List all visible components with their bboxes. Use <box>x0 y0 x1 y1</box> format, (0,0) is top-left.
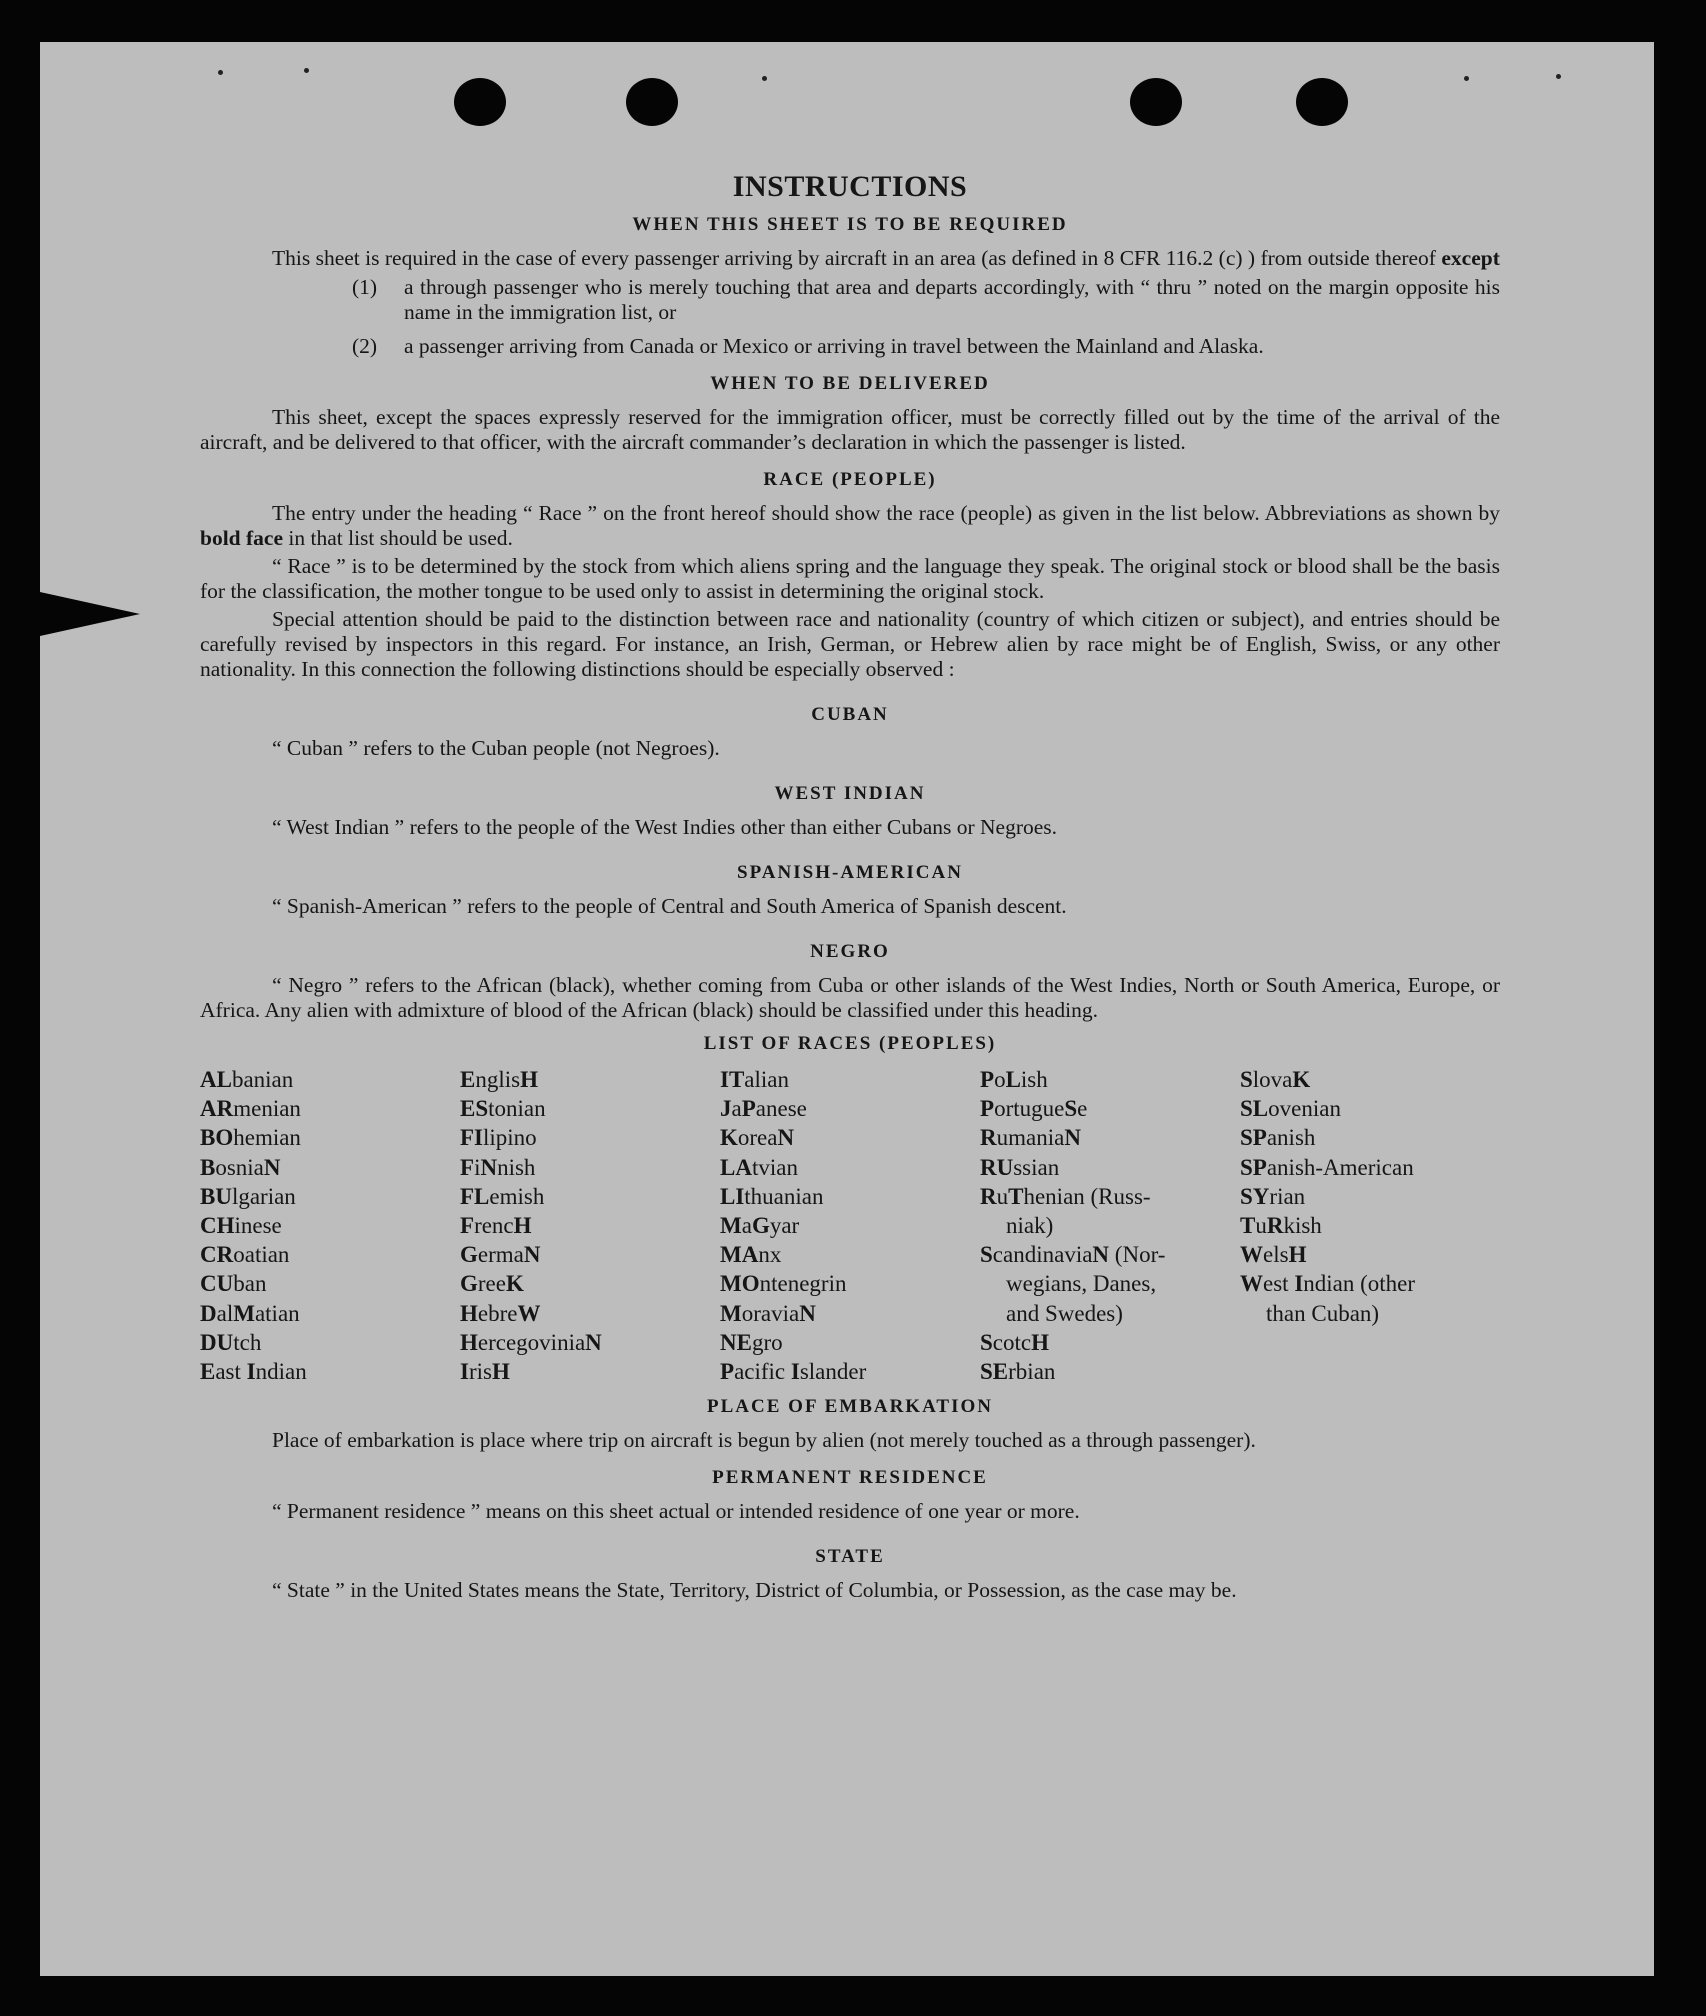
race-entry <box>460 1094 720 1123</box>
race-name-text: nish <box>497 1154 536 1180</box>
race-entry <box>980 1357 1240 1386</box>
race-name-text: than Cuban) <box>1266 1300 1380 1326</box>
race-abbrev-letters: MO <box>720 1271 760 1297</box>
race-abbrev-letters: E <box>460 1067 476 1092</box>
race-abbrev-letters: BO <box>200 1125 234 1151</box>
race-abbrev-letters: N <box>799 1300 816 1326</box>
section-heading: SPANISH-AMERICAN <box>737 862 963 883</box>
race-abbrev-letters: N <box>1064 1125 1081 1151</box>
race-abbrev-letters: W <box>1240 1271 1263 1297</box>
race-abbrev-letters: DU <box>200 1329 234 1355</box>
emphasis-text: except <box>1441 246 1500 270</box>
race-name-text: al <box>216 1300 234 1326</box>
race-entry <box>720 1094 980 1123</box>
race-abbrev-letters: I <box>790 1359 800 1385</box>
race-abbrev-letters: NE <box>720 1329 752 1355</box>
race-name-text: erma <box>477 1242 524 1268</box>
ink-speck <box>762 76 767 81</box>
race-abbrev-letters: SL <box>1240 1096 1269 1122</box>
race-abbrev-letters: FL <box>460 1183 490 1209</box>
race-abbrev-letters: T <box>1240 1213 1256 1239</box>
race-abbrev-letters: R <box>980 1183 997 1209</box>
race-column <box>460 1065 720 1386</box>
race-abbrev-letters: M <box>720 1213 742 1239</box>
race-entry <box>200 1269 460 1298</box>
race-abbrev-letters: G <box>460 1271 478 1297</box>
race-name-text: rbian <box>1008 1359 1056 1385</box>
race-entry <box>1240 1211 1500 1240</box>
race-abbrev-letters: M <box>720 1300 742 1326</box>
race-entry <box>460 1153 720 1182</box>
paragraph-text: The entry under the heading “ Race ” on the front hereof should show the race (people) as given in the list below. Abbreviations as shown by <box>272 501 1500 525</box>
race-name-text: menian <box>233 1096 301 1122</box>
race-entry <box>200 1153 460 1182</box>
section-heading: NEGRO <box>810 941 890 962</box>
race-name-text: renc <box>474 1213 514 1239</box>
paragraph-text: This sheet is required in the case of every passenger arriving by aircraft in an area (as defined in 8 CFR 116.2 (c) ) from outside thereof <box>272 246 1442 270</box>
race-column <box>1240 1065 1500 1386</box>
race-entry <box>200 1240 460 1269</box>
race-entry <box>720 1065 980 1094</box>
race-entry <box>980 1299 1240 1328</box>
race-entry <box>460 1299 720 1328</box>
paragraph-text: in that list should be used. <box>283 526 513 550</box>
race-entry <box>200 1182 460 1211</box>
race-abbrev-letters: K <box>1292 1067 1311 1092</box>
race-name-text: wegians, Danes, <box>1006 1271 1157 1297</box>
race-name-text: ndian <box>255 1359 307 1385</box>
section-heading: WHEN THIS SHEET IS TO BE REQUIRED <box>632 214 1068 235</box>
section-paragraph: “ Spanish-American ” refers to the people of Central and South America of Spanish descent. <box>272 894 1067 918</box>
race-abbrev-letters: P <box>741 1096 756 1122</box>
race-entry <box>460 1269 720 1298</box>
race-name-text: ntenegrin <box>759 1271 847 1297</box>
race-name-text: nx <box>758 1242 782 1268</box>
race-entry <box>980 1182 1240 1211</box>
race-abbrev-letters: M <box>233 1300 255 1326</box>
race-abbrev-letters: AL <box>200 1067 232 1092</box>
race-entry <box>720 1211 980 1240</box>
race-name-text: tch <box>233 1329 262 1355</box>
item-number: (1) <box>352 275 378 299</box>
race-name-text: anish-American <box>1266 1154 1414 1180</box>
race-entry <box>1240 1123 1500 1152</box>
race-abbrev-letters: LI <box>720 1183 745 1209</box>
race-abbrev-letters: H <box>460 1329 478 1355</box>
race-name-text: u <box>996 1183 1009 1209</box>
race-entry <box>1240 1094 1500 1123</box>
race-abbrev-letters: H <box>460 1300 478 1326</box>
race-abbrev-letters: RU <box>980 1154 1014 1180</box>
race-name-text: est <box>1263 1271 1295 1297</box>
race-name-text: lova <box>1252 1067 1293 1092</box>
race-name-text: ssian <box>1013 1154 1060 1180</box>
race-entry <box>460 1328 720 1357</box>
race-abbrev-letters: L <box>1005 1067 1021 1092</box>
race-abbrev-letters: B <box>200 1154 216 1180</box>
race-abbrev-letters: N <box>480 1154 498 1180</box>
race-abbrev-letters: N <box>1092 1242 1110 1268</box>
section-paragraph: “ Cuban ” refers to the Cuban people (not Negroes). <box>272 736 720 760</box>
race-abbrev-letters: E <box>200 1359 216 1385</box>
race-name-text: ast <box>215 1359 247 1385</box>
section-paragraph: Place of embarkation is place where trip on aircraft is begun by alien (not merely touched as a through passenger). <box>272 1428 1256 1453</box>
race-name-text: e <box>1077 1096 1088 1122</box>
section-heading: WHEN TO BE DELIVERED <box>710 373 990 394</box>
race-entry <box>460 1182 720 1211</box>
race-entry <box>200 1211 460 1240</box>
race-abbrev-letters: N <box>585 1329 602 1355</box>
race-name-text: atian <box>254 1300 300 1326</box>
race-entry <box>460 1065 720 1094</box>
race-entry <box>200 1357 460 1386</box>
punch-hole <box>454 78 506 126</box>
punch-hole <box>626 78 678 126</box>
section-paragraph: “ Race ” is to be determined by the stock from which aliens spring and the language they speak. The original stock or blood shall be the basis for the classification, the mother tongue to be used only to assist in determining the original stock. <box>200 554 1500 603</box>
race-name-text: emish <box>489 1183 545 1209</box>
race-name-text: kish <box>1283 1213 1322 1239</box>
race-entry <box>1240 1182 1500 1211</box>
race-abbrev-letters: N <box>523 1242 541 1268</box>
race-name-text: inese <box>234 1213 282 1239</box>
race-abbrev-letters: F <box>460 1213 475 1239</box>
race-name-text: ban <box>233 1271 267 1297</box>
race-abbrev-letters: P <box>980 1096 995 1122</box>
race-abbrev-letters: H <box>1031 1329 1049 1355</box>
race-entry <box>720 1153 980 1182</box>
race-abbrev-letters: R <box>980 1125 997 1151</box>
race-entry <box>980 1211 1240 1240</box>
list-item <box>352 334 1500 359</box>
race-name-text: ovenian <box>1268 1096 1341 1122</box>
race-name-text: lipino <box>483 1125 537 1151</box>
race-name-text: umania <box>996 1125 1065 1151</box>
race-name-text: tonian <box>488 1096 546 1122</box>
race-abbrev-letters: N <box>777 1125 795 1151</box>
race-name-text: ebre <box>477 1300 518 1326</box>
race-entry <box>720 1269 980 1298</box>
race-abbrev-letters: AR <box>200 1096 234 1122</box>
race-abbrev-letters: P <box>720 1359 735 1385</box>
ink-speck <box>1556 74 1561 79</box>
race-entry <box>1240 1269 1500 1298</box>
race-entry <box>1240 1299 1500 1328</box>
race-abbrev-letters: G <box>460 1242 478 1268</box>
race-entry <box>720 1328 980 1357</box>
race-abbrev-letters: BU <box>200 1183 232 1209</box>
race-abbrev-letters: S <box>980 1329 993 1355</box>
race-abbrev-letters: K <box>505 1271 524 1297</box>
ink-speck <box>1464 76 1469 81</box>
race-name-text: and Swedes) <box>1006 1300 1123 1326</box>
race-abbrev-letters: LA <box>720 1154 752 1180</box>
instructions-body <box>200 170 1500 1603</box>
paper-tear <box>40 592 140 636</box>
punch-hole <box>1296 78 1348 126</box>
race-entry <box>980 1065 1240 1094</box>
race-abbrev-letters: CU <box>200 1271 234 1297</box>
race-entry <box>720 1299 980 1328</box>
item-text: a passenger arriving from Canada or Mexico or arriving in travel between the Mainland and Alaska. <box>404 334 1264 358</box>
race-abbrev-letters: H <box>1288 1242 1307 1268</box>
section-heading: RACE (PEOPLE) <box>763 469 937 490</box>
races-heading: LIST OF RACES (PEOPLES) <box>703 1033 997 1054</box>
race-abbrev-letters: T <box>1008 1183 1024 1209</box>
race-entry <box>200 1299 460 1328</box>
races-table <box>200 1065 1500 1386</box>
race-abbrev-letters: G <box>751 1213 770 1239</box>
section-paragraph: “ State ” in the United States means the State, Territory, District of Columbia, or Possession, as the case may be. <box>272 1578 1237 1603</box>
race-abbrev-letters: R <box>1266 1213 1284 1239</box>
race-abbrev-letters: P <box>980 1067 995 1092</box>
race-name-text: ris <box>468 1359 492 1385</box>
page-title: INSTRUCTIONS <box>732 170 968 203</box>
race-abbrev-letters: SE <box>980 1359 1009 1385</box>
race-abbrev-letters: CH <box>200 1213 235 1239</box>
section-paragraph: “ West Indian ” refers to the people of the West Indies other than either Cubans or Negroes. <box>272 815 1058 839</box>
race-entry <box>980 1123 1240 1152</box>
section-paragraph <box>200 246 1500 271</box>
race-name-text: acific <box>734 1359 791 1385</box>
race-name-text: o <box>994 1067 1006 1092</box>
section-paragraph: “ Negro ” refers to the African (black), whether coming from Cuba or other islands of the West Indies, North or South America, Europe, or Africa. Any alien with admixture of blood of the African (black) should be classified under this heading. <box>200 973 1500 1022</box>
race-name-text: cotc <box>992 1329 1032 1355</box>
race-entry <box>980 1269 1240 1298</box>
race-entry <box>200 1094 460 1123</box>
race-name-text: henian (Russ- <box>1023 1183 1151 1209</box>
section-heading: STATE <box>815 1546 885 1568</box>
race-abbrev-letters: S <box>1240 1067 1253 1092</box>
race-entry <box>980 1153 1240 1182</box>
race-abbrev-letters: D <box>200 1300 217 1326</box>
race-abbrev-letters: CR <box>200 1242 234 1268</box>
race-name-text: tvian <box>751 1154 798 1180</box>
race-name-text: thuanian <box>744 1183 824 1209</box>
race-column <box>200 1065 460 1386</box>
section-paragraph: “ Permanent residence ” means on this sheet actual or intended residence of one year or more. <box>272 1499 1080 1524</box>
race-abbrev-letters: I <box>246 1359 256 1385</box>
section-heading: WEST INDIAN <box>774 783 926 804</box>
race-name-text: orea <box>737 1125 778 1151</box>
race-entry <box>1240 1065 1500 1094</box>
race-abbrev-letters: H <box>491 1359 510 1385</box>
section-heading: PERMANENT RESIDENCE <box>712 1467 988 1489</box>
race-abbrev-letters: F <box>460 1154 475 1180</box>
race-entry <box>720 1182 980 1211</box>
race-abbrev-letters: W <box>517 1300 541 1326</box>
race-abbrev-letters: SP <box>1240 1125 1267 1151</box>
race-name-text: ortugue <box>994 1096 1065 1122</box>
race-abbrev-letters: MA <box>720 1242 759 1268</box>
ink-speck <box>218 70 223 75</box>
race-entry <box>720 1357 980 1386</box>
race-abbrev-letters: K <box>720 1125 738 1151</box>
race-name-text: ercegovinia <box>477 1329 586 1355</box>
race-name-text: anese <box>755 1096 807 1122</box>
race-abbrev-letters: I <box>460 1359 469 1385</box>
section-paragraph: Special attention should be paid to the distinction between race and nationality (country of which citizen or subject), and entries should be carefully revised by inspectors in this regard. For instance, an Irish, German, or Hebrew alien by race might be of English, Swiss, or any other nationality. In this connection the following distinctions should be especially observed : <box>200 607 1500 681</box>
race-entry <box>460 1123 720 1152</box>
race-entry <box>720 1240 980 1269</box>
race-abbrev-letters: H <box>520 1067 538 1092</box>
race-entry <box>720 1123 980 1152</box>
race-name-text: i <box>474 1154 481 1180</box>
section-heading: CUBAN <box>811 704 889 725</box>
document-sheet <box>40 42 1654 1976</box>
race-name-text: u <box>1255 1213 1267 1239</box>
race-abbrev-letters: IT <box>720 1067 745 1092</box>
race-abbrev-letters: H <box>513 1213 532 1239</box>
race-name-text: gro <box>751 1329 783 1355</box>
item-text: a through passenger who is merely touching that area and departs accordingly, with “ thru ” noted on the margin opposite his name in the immigration list, or <box>404 275 1500 324</box>
race-abbrev-letters: I <box>1294 1271 1304 1297</box>
race-entry <box>980 1094 1240 1123</box>
race-name-text: a <box>731 1096 742 1122</box>
race-name-text: els <box>1263 1242 1289 1268</box>
race-entry <box>460 1357 720 1386</box>
race-name-text: ree <box>477 1271 506 1297</box>
race-entry <box>200 1065 460 1094</box>
race-abbrev-letters: N <box>263 1154 281 1180</box>
section-paragraph <box>200 501 1500 551</box>
race-name-text: alian <box>744 1067 789 1092</box>
race-name-text: nglis <box>475 1067 521 1092</box>
race-abbrev-letters: ES <box>460 1096 489 1122</box>
race-name-text: rian <box>1269 1183 1306 1209</box>
race-name-text: banian <box>231 1067 294 1092</box>
race-name-text: a <box>741 1213 752 1239</box>
section-paragraph: This sheet, except the spaces expressly reserved for the immigration officer, must be correctly filled out by the time of the arrival of the aircraft, and be delivered to that officer, with the aircraft commander’s declaration in which the passenger is listed. <box>200 405 1500 454</box>
race-abbrev-letters: FI <box>460 1125 483 1151</box>
race-entry <box>980 1328 1240 1357</box>
item-number: (2) <box>352 334 378 358</box>
race-name-text: osnia <box>215 1154 264 1180</box>
section-heading: PLACE OF EMBARKATION <box>707 1396 993 1418</box>
race-abbrev-letters: S <box>980 1242 993 1268</box>
race-name-text: yar <box>769 1213 800 1239</box>
race-column <box>720 1065 980 1386</box>
race-entry <box>460 1240 720 1269</box>
race-name-text: oatian <box>233 1242 290 1268</box>
race-name-text: anish <box>1266 1125 1316 1151</box>
race-entry <box>1240 1153 1500 1182</box>
race-name-text: hemian <box>233 1125 301 1151</box>
race-name-text: oravia <box>741 1300 800 1326</box>
race-entry <box>460 1211 720 1240</box>
race-name-text: (Nor- <box>1109 1242 1166 1268</box>
race-abbrev-letters: W <box>1240 1242 1263 1268</box>
race-column <box>980 1065 1240 1386</box>
race-entry <box>200 1123 460 1152</box>
race-name-text: ndian (other <box>1303 1271 1416 1297</box>
race-name-text: ish <box>1020 1067 1048 1092</box>
race-abbrev-letters: S <box>1064 1096 1078 1122</box>
race-abbrev-letters: SY <box>1240 1183 1270 1209</box>
race-name-text: slander <box>799 1359 867 1385</box>
race-abbrev-letters: J <box>720 1096 732 1122</box>
emphasis-text: bold face <box>200 526 284 550</box>
race-entry <box>1240 1240 1500 1269</box>
race-abbrev-letters: SP <box>1240 1154 1267 1180</box>
punch-hole <box>1130 78 1182 126</box>
race-entry <box>200 1328 460 1357</box>
list-item <box>352 275 1500 325</box>
ink-speck <box>304 68 309 73</box>
race-entry <box>980 1240 1240 1269</box>
race-name-text: candinavia <box>992 1242 1093 1268</box>
race-name-text: niak) <box>1006 1213 1054 1239</box>
race-name-text: lgarian <box>231 1183 296 1209</box>
